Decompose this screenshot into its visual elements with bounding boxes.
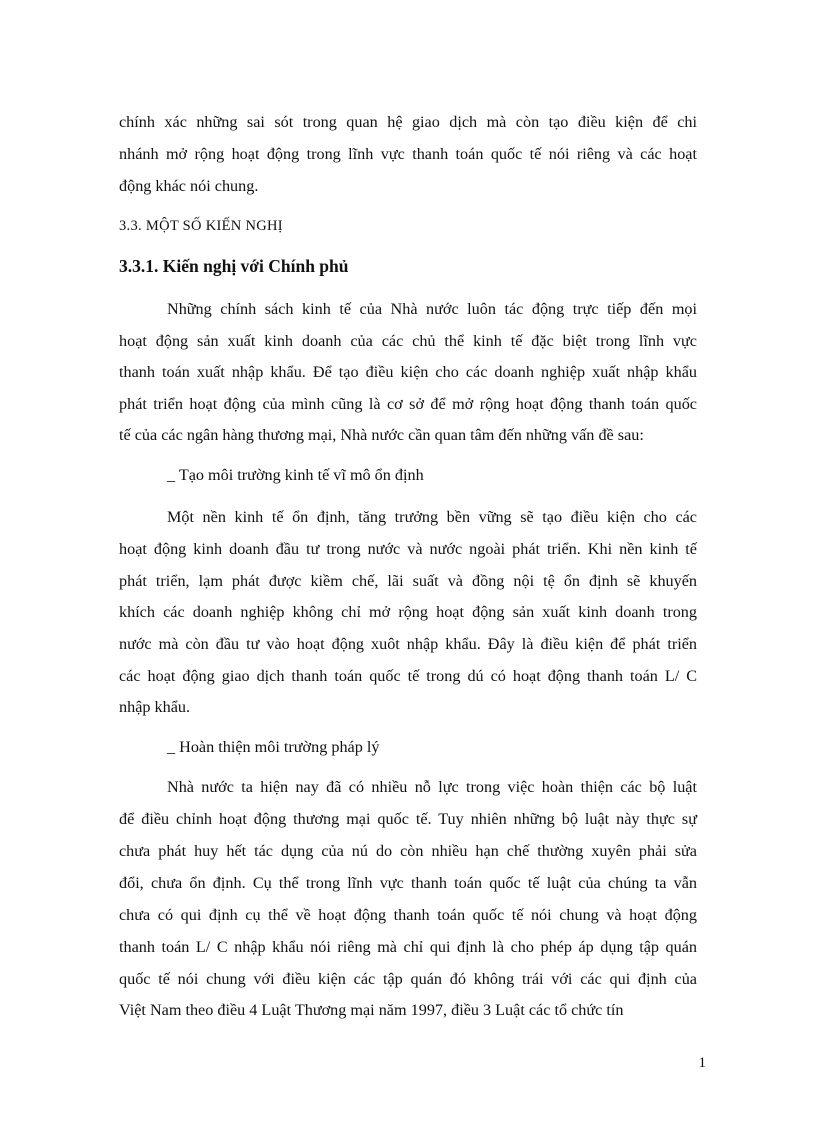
- item-title: _ Hoàn thiện môi trường pháp lý: [167, 738, 380, 756]
- text-line: thanh toán xuất nhập khẩu. Để tạo điều kiện cho các doanh nghiệp xuất nhập khẩu: [119, 363, 697, 381]
- text-line: các hoạt động giao dịch thanh toán quốc tế trong dú có hoạt động thanh toán L/ C: [119, 667, 697, 685]
- page-number: 1: [698, 1055, 706, 1071]
- text-line: nước mà còn đầu tư vào hoạt động xuôt nhập khẩu. Đây là điều kiện để phát triển: [119, 635, 697, 653]
- item-title: _ Tạo môi trường kinh tế vĩ mô ổn định: [167, 466, 424, 484]
- text-line: Một nền kinh tế ổn định, tăng trưởng bền vững sẽ tạo điều kiện cho các: [167, 508, 697, 526]
- text-line: nhập khẩu.: [119, 698, 191, 716]
- text-line: Những chính sách kinh tế của Nhà nước luôn tác động trực tiếp đến mọi: [167, 300, 697, 318]
- text-line: hoạt động sản xuất kinh doanh của các chủ thể kinh tế đặc biệt trong lĩnh vực: [119, 332, 697, 350]
- text-line: hoạt động kinh doanh đầu tư trong nước và nước ngoài phát triển. Khi nền kinh tế: [119, 540, 697, 558]
- section-heading: 3.3. MỘT SỐ KIẾN NGHỊ: [119, 218, 283, 234]
- text-line: đổi, chưa ổn định. Cụ thể trong lĩnh vực thanh toán quốc tế luật của chúng ta vẫn: [119, 874, 697, 892]
- text-line: nhánh mở rộng hoạt động trong lĩnh vực thanh toán quốc tế nói riêng và các hoạt: [119, 145, 697, 163]
- text-line: phát triển, lạm phát được kiềm chế, lãi suất và đồng nội tệ ổn định sẽ khuyến: [119, 572, 697, 590]
- text-line: tế của các ngân hàng thương mại, Nhà nước cần quan tâm đến những vấn đề sau:: [119, 426, 644, 444]
- text-line: chưa có qui định cụ thể về hoạt động thanh toán quốc tế nói chung và hoạt động: [119, 906, 697, 924]
- text-line: chưa phát huy hết tác dụng của nú do còn nhiều hạn chế thường xuyên phải sửa: [119, 842, 697, 860]
- text-line: khích các doanh nghiệp không chỉ mở rộng hoạt động sản xuất kinh doanh trong: [119, 603, 697, 621]
- text-line: thanh toán L/ C nhập khẩu nói riêng mà chỉ qui định là cho phép áp dụng tập quán: [119, 938, 697, 956]
- text-line: Việt Nam theo điều 4 Luật Thương mại năm 1997, điều 3 Luật các tổ chức tín: [119, 1001, 624, 1019]
- text-line: chính xác những sai sót trong quan hệ giao dịch mà còn tạo điều kiện để chi: [119, 113, 697, 131]
- text-line: động khác nói chung.: [119, 177, 259, 195]
- text-line: Nhà nước ta hiện nay đã có nhiều nỗ lực trong việc hoàn thiện các bộ luật: [167, 778, 697, 796]
- text-line: quốc tế nói chung với điều kiện các tập quán đó không trái với các qui định của: [119, 970, 697, 988]
- text-line: phát triển hoạt động của mình cũng là cơ sở để mở rộng hoạt động thanh toán quốc: [119, 395, 697, 413]
- text-line: để điều chỉnh hoạt động thương mại quốc tế. Tuy nhiên những bộ luật này thực sự: [119, 810, 697, 828]
- subsection-heading: 3.3.1. Kiến nghị với Chính phủ: [119, 256, 349, 276]
